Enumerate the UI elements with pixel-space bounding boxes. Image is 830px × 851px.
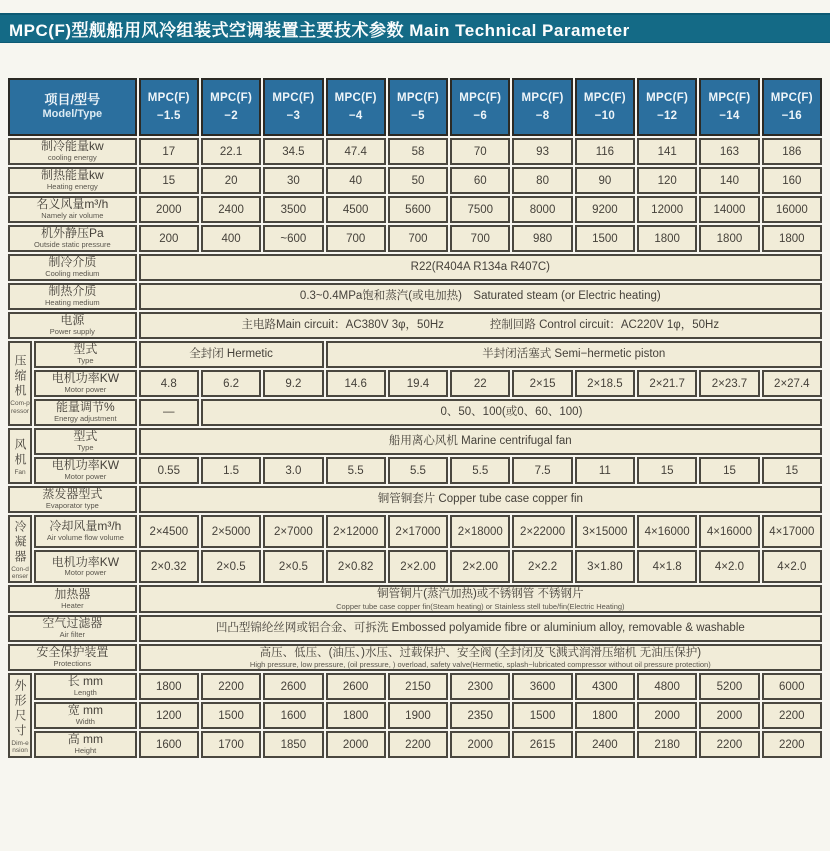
span-cell-line: High pressure, low pressure, (oil pressure, ) overload, safety valve(Hermetic, splash−lubricated compressor without oil pressure protection) — [249, 660, 711, 670]
value-cell: 2×17000 — [388, 515, 448, 548]
value-cell: 2×0.32 — [139, 550, 199, 583]
row-label-en: Outside static pressure — [33, 240, 111, 250]
value-cell: 4×2.0 — [762, 550, 822, 583]
row-label-en: Type — [77, 443, 94, 453]
value-cell: 2×22000 — [512, 515, 572, 548]
value-cell: 93 — [512, 138, 572, 165]
value-cell: 980 — [512, 225, 572, 252]
model-name: MPC(F) — [521, 91, 564, 104]
row-label-en: Evaporator type — [45, 501, 99, 511]
span-cell — [139, 283, 822, 310]
value-cell: 1500 — [201, 702, 261, 729]
value-cell: 1500 — [512, 702, 572, 729]
value-cell: 400 — [201, 225, 261, 252]
model-name: MPC(F) — [272, 91, 315, 104]
row-label — [8, 196, 137, 223]
value-cell: 2×0.5 — [263, 550, 323, 583]
value-cell: 4×1.8 — [637, 550, 697, 583]
value-cell: 2×2.00 — [450, 550, 510, 583]
row-label-en: Motor power — [64, 385, 107, 395]
span-cell — [139, 254, 822, 281]
value-cell: 1600 — [263, 702, 323, 729]
row-label-en: Length — [73, 688, 97, 698]
table-row — [8, 585, 822, 612]
model-name: MPC(F) — [459, 91, 502, 104]
value-cell: 2×0.82 — [326, 550, 386, 583]
row-label — [8, 167, 137, 194]
span-cell-line: 0.3~0.4MPa饱和蒸汽(或电加热) Saturated steam (or Electric heating) — [299, 290, 661, 303]
model-suffix: −5 — [411, 110, 425, 122]
row-label — [8, 225, 137, 252]
span-cell-line: R22(R404A R134a R407C) — [410, 261, 550, 274]
value-cell: 4800 — [637, 673, 697, 700]
value-cell: 7.5 — [512, 457, 572, 484]
table-row — [8, 254, 822, 281]
row-label-en: Air volume flow volume — [46, 533, 124, 543]
row-label-zh: 制热介质 — [48, 284, 97, 299]
value-cell: 2000 — [326, 731, 386, 758]
value-cell: 15 — [762, 457, 822, 484]
row-label — [34, 731, 137, 758]
value-cell: 2300 — [450, 673, 510, 700]
row-label — [34, 370, 137, 397]
span-cell-line: 铜管铜片(蒸汽加热)或不锈钢管 不锈钢片 — [377, 588, 584, 601]
row-label-en: Namely air volume — [41, 211, 104, 221]
row-label-en: Type — [77, 356, 94, 366]
model-suffix: −10 — [594, 110, 616, 122]
value-cell: 2600 — [326, 673, 386, 700]
row-label — [34, 457, 137, 484]
span-cell-line: 全封闭 Hermetic — [189, 348, 273, 361]
value-cell: 2600 — [263, 673, 323, 700]
section-label — [8, 515, 32, 583]
row-label-zh: 型式 — [73, 342, 98, 357]
row-label-zh: 高 mm — [67, 732, 104, 747]
table-row — [8, 702, 822, 729]
value-cell: 40 — [326, 167, 386, 194]
model-name: MPC(F) — [147, 91, 190, 104]
value-cell: 5.5 — [326, 457, 386, 484]
value-cell: 3×1.80 — [575, 550, 635, 583]
row-label-zh: 机外静压Pa — [40, 226, 104, 241]
model-suffix: −4 — [348, 110, 363, 122]
table-row — [8, 615, 822, 642]
value-cell: 4500 — [326, 196, 386, 223]
value-cell: 160 — [762, 167, 822, 194]
value-cell: 140 — [699, 167, 759, 194]
row-label-zh: 冷却风量m³/h — [49, 519, 122, 534]
value-cell: 14000 — [699, 196, 759, 223]
value-cell: 0.55 — [139, 457, 199, 484]
value-cell: 12000 — [637, 196, 697, 223]
span-cell-line: 半封闭活塞式 Semi−hermetic piston — [482, 348, 666, 361]
span-cell — [139, 644, 822, 671]
model-header-cell — [388, 78, 448, 136]
model-suffix: −16 — [781, 110, 803, 122]
value-cell: 2180 — [637, 731, 697, 758]
value-cell: 2×12000 — [326, 515, 386, 548]
value-cell: 15 — [139, 167, 199, 194]
value-cell: 11 — [575, 457, 635, 484]
value-cell: 120 — [637, 167, 697, 194]
table-row — [8, 370, 822, 397]
value-cell: 1700 — [201, 731, 261, 758]
row-label-zh: 制冷能量kw — [40, 139, 104, 154]
row-label-en: cooling energy — [47, 153, 97, 163]
value-cell: 700 — [450, 225, 510, 252]
table-head — [8, 78, 822, 136]
value-cell: 2150 — [388, 673, 448, 700]
row-label-en: Protections — [53, 658, 92, 668]
span-cell — [139, 615, 822, 642]
model-header-cell — [637, 78, 697, 136]
value-cell: ~600 — [263, 225, 323, 252]
value-cell: 116 — [575, 138, 635, 165]
table-row — [8, 457, 822, 484]
value-cell: 9200 — [575, 196, 635, 223]
model-header-cell — [699, 78, 759, 136]
span-cell — [139, 428, 822, 455]
value-cell: 20 — [201, 167, 261, 194]
value-cell: 2×27.4 — [762, 370, 822, 397]
table-row — [8, 341, 822, 368]
row-label-zh: 电源 — [60, 313, 85, 328]
table-row — [8, 428, 822, 455]
value-cell: 2615 — [512, 731, 572, 758]
table-row — [8, 312, 822, 339]
value-cell: 5600 — [388, 196, 448, 223]
row-label — [34, 428, 137, 455]
row-label — [34, 702, 137, 729]
value-cell: 15 — [637, 457, 697, 484]
value-cell: 2200 — [201, 673, 261, 700]
table-row — [8, 486, 822, 513]
value-cell: 1800 — [575, 702, 635, 729]
value-cell: 2400 — [201, 196, 261, 223]
section-label — [8, 428, 32, 484]
span-cell-line: 高压、低压、(油压、)水压、过载保护、安全阀 (全封闭及飞溅式润滑压缩机 无油压保护) — [259, 646, 702, 659]
row-label — [8, 254, 137, 281]
section-label — [8, 341, 32, 426]
model-name: MPC(F) — [770, 91, 813, 104]
value-cell: 1800 — [637, 225, 697, 252]
row-label-en: Motor power — [64, 568, 107, 578]
table-row — [8, 196, 822, 223]
span-cell — [139, 585, 822, 612]
value-cell: 2×21.7 — [637, 370, 697, 397]
span-cell-line: 船用离心风机 Marine centrifugal fan — [388, 435, 572, 448]
value-cell: 4×2.0 — [699, 550, 759, 583]
value-cell: 2×7000 — [263, 515, 323, 548]
value-cell: 1800 — [699, 225, 759, 252]
section-label-zh: 外形尺寸 — [13, 678, 28, 739]
section-label-zh: 风机 — [13, 437, 28, 468]
row-label-en: Height — [74, 746, 97, 756]
model-name: MPC(F) — [583, 91, 626, 104]
row-label — [34, 341, 137, 368]
value-cell: 34.5 — [263, 138, 323, 165]
row-label-zh: 电机功率KW — [51, 371, 120, 386]
value-cell: 4.8 — [139, 370, 199, 397]
value-cell: 2200 — [762, 731, 822, 758]
value-cell: 19.4 — [388, 370, 448, 397]
value-cell: 2200 — [762, 702, 822, 729]
value-cell: 2400 — [575, 731, 635, 758]
span-cell-line: Copper tube case copper fin(Steam heating) or Stainless stell tube/fin(Electric Heating) — [336, 601, 625, 611]
value-cell: 2×2.00 — [388, 550, 448, 583]
row-label-zh: 宽 mm — [67, 703, 104, 718]
page — [0, 13, 830, 760]
page-title: MPC(F)型舰船用风冷组装式空调装置主要技术参数 Main Technical Parameter — [9, 21, 630, 40]
section-label-en: Com-pressor — [10, 400, 30, 415]
value-cell: 1600 — [139, 731, 199, 758]
value-cell: 1200 — [139, 702, 199, 729]
row-label-en: Air filter — [59, 629, 86, 639]
value-cell: 186 — [762, 138, 822, 165]
span-cell-line: 0、50、100(或0、60、100) — [440, 406, 583, 419]
value-cell: 60 — [450, 167, 510, 194]
model-suffix: −2 — [224, 110, 238, 122]
row-label — [34, 399, 137, 426]
span-cell — [139, 341, 324, 368]
model-name: MPC(F) — [646, 91, 689, 104]
parameters-table — [6, 76, 824, 760]
table-row — [8, 731, 822, 758]
table-row — [8, 167, 822, 194]
span-cell — [139, 399, 199, 426]
row-label-zh: 名义风量m³/h — [36, 197, 109, 212]
row-label-en: Heater — [61, 600, 84, 610]
row-label-zh: 电机功率KW — [51, 554, 120, 569]
table-row — [8, 673, 822, 700]
value-cell: 700 — [388, 225, 448, 252]
table-row — [8, 644, 822, 671]
span-cell-line: 凹凸型锦纶丝网或铝合金、可拆洗 Embossed polyamide fibre or aluminium alloy, removable & washable — [215, 621, 745, 634]
row-label — [8, 283, 137, 310]
value-cell: 2×23.7 — [699, 370, 759, 397]
value-cell: 6000 — [762, 673, 822, 700]
model-name: MPC(F) — [396, 91, 439, 104]
value-cell: 200 — [139, 225, 199, 252]
value-cell: 2×4500 — [139, 515, 199, 548]
row-label-zh: 蒸发器型式 — [42, 487, 103, 502]
row-label-zh: 制冷介质 — [48, 255, 97, 270]
value-cell: 2×18.5 — [575, 370, 635, 397]
row-label-zh: 能量调节% — [56, 400, 115, 415]
model-header-cell — [263, 78, 323, 136]
span-cell-line: 主电路Main circuit：AC380V 3φ，50Hz 控制回路 Control circuit：AC220V 1φ，50Hz — [241, 319, 720, 332]
value-cell: 58 — [388, 138, 448, 165]
header-row — [8, 78, 822, 136]
value-cell: 14.6 — [326, 370, 386, 397]
value-cell: 3600 — [512, 673, 572, 700]
table-row — [8, 283, 822, 310]
value-cell: 7500 — [450, 196, 510, 223]
model-header-cell — [326, 78, 386, 136]
row-label-en: Heating medium — [45, 298, 100, 308]
value-cell: 4×16000 — [699, 515, 759, 548]
value-cell: 4300 — [575, 673, 635, 700]
value-cell: 4×16000 — [637, 515, 697, 548]
model-suffix: −14 — [719, 110, 740, 122]
model-header-cell — [201, 78, 261, 136]
value-cell: 80 — [512, 167, 572, 194]
value-cell: 1850 — [263, 731, 323, 758]
value-cell: 2×18000 — [450, 515, 510, 548]
row-label-en: Cooling medium — [45, 269, 100, 279]
value-cell: 163 — [699, 138, 759, 165]
row-label — [8, 644, 137, 671]
row-label-zh: 空气过滤器 — [42, 615, 103, 630]
value-cell: 3.0 — [263, 457, 323, 484]
value-cell: 2200 — [699, 731, 759, 758]
model-header-cell — [139, 78, 199, 136]
span-cell-line: — — [163, 406, 175, 419]
section-label-zh: 压缩机 — [13, 354, 28, 400]
value-cell: 2000 — [450, 731, 510, 758]
value-cell: 22 — [450, 370, 510, 397]
row-label — [8, 312, 137, 339]
section-label — [8, 673, 32, 758]
row-label-en: Energy adjustment — [54, 414, 117, 424]
model-header-cell — [575, 78, 635, 136]
row-label — [34, 550, 137, 583]
row-label — [34, 515, 137, 548]
value-cell: 3500 — [263, 196, 323, 223]
value-cell: 141 — [637, 138, 697, 165]
row-label — [8, 486, 137, 513]
value-cell: 2000 — [139, 196, 199, 223]
table-body — [8, 138, 822, 758]
value-cell: 9.2 — [263, 370, 323, 397]
table-row — [8, 515, 822, 548]
value-cell: 2200 — [388, 731, 448, 758]
section-label-en: Con-denser — [11, 566, 29, 581]
model-name: MPC(F) — [210, 91, 253, 104]
value-cell: 70 — [450, 138, 510, 165]
row-label — [8, 585, 137, 612]
row-label-zh: 长 mm — [67, 674, 104, 689]
span-cell — [201, 399, 822, 426]
value-cell: 1.5 — [201, 457, 261, 484]
value-cell: 4×17000 — [762, 515, 822, 548]
table-row — [8, 550, 822, 583]
value-cell: 2×2.2 — [512, 550, 572, 583]
value-cell: 30 — [263, 167, 323, 194]
model-header-cell — [512, 78, 572, 136]
value-cell: 700 — [326, 225, 386, 252]
row-label-zh: 安全保护装置 — [36, 645, 109, 660]
value-cell: 15 — [699, 457, 759, 484]
row-label-en: Width — [75, 717, 95, 727]
span-cell — [139, 312, 822, 339]
model-suffix: −8 — [535, 110, 550, 122]
value-cell: 2000 — [637, 702, 697, 729]
row-label-zh: 制热能量kw — [40, 168, 104, 183]
value-cell: 2350 — [450, 702, 510, 729]
value-cell: 5.5 — [450, 457, 510, 484]
value-cell: 2×5000 — [201, 515, 261, 548]
value-cell: 22.1 — [201, 138, 261, 165]
row-label — [34, 673, 137, 700]
value-cell: 5.5 — [388, 457, 448, 484]
model-name: MPC(F) — [334, 91, 377, 104]
header-label-cell — [8, 78, 137, 136]
header-label-en: Model/Type — [42, 108, 103, 121]
value-cell: 17 — [139, 138, 199, 165]
value-cell: 8000 — [512, 196, 572, 223]
value-cell: 2×0.5 — [201, 550, 261, 583]
row-label-en: Power supply — [49, 327, 95, 337]
value-cell: 2000 — [699, 702, 759, 729]
row-label-zh: 型式 — [73, 429, 98, 444]
table-row — [8, 399, 822, 426]
row-label-en: Motor power — [64, 472, 107, 482]
title-bar — [0, 13, 830, 43]
table-row — [8, 225, 822, 252]
table-row — [8, 138, 822, 165]
model-header-cell — [450, 78, 510, 136]
row-label-zh: 电机功率KW — [51, 458, 120, 473]
model-suffix: −12 — [656, 110, 678, 122]
value-cell: 1800 — [326, 702, 386, 729]
row-label — [8, 615, 137, 642]
model-suffix: −6 — [473, 110, 488, 122]
span-cell — [326, 341, 822, 368]
value-cell: 6.2 — [201, 370, 261, 397]
value-cell: 1800 — [139, 673, 199, 700]
value-cell: 3×15000 — [575, 515, 635, 548]
model-name: MPC(F) — [708, 91, 751, 104]
value-cell: 90 — [575, 167, 635, 194]
value-cell: 1500 — [575, 225, 635, 252]
section-label-en: Fan — [14, 468, 26, 476]
span-cell — [139, 486, 822, 513]
value-cell: 5200 — [699, 673, 759, 700]
row-label — [8, 138, 137, 165]
row-label-en: Heating energy — [46, 182, 98, 192]
value-cell: 16000 — [762, 196, 822, 223]
model-header-cell — [762, 78, 822, 136]
value-cell: 47.4 — [326, 138, 386, 165]
section-label-zh: 冷凝器 — [13, 520, 28, 565]
value-cell: 50 — [388, 167, 448, 194]
row-label-zh: 加热器 — [54, 586, 91, 601]
value-cell: 1900 — [388, 702, 448, 729]
value-cell: 2×15 — [512, 370, 572, 397]
header-label-zh: 项目/型号 — [44, 92, 101, 108]
value-cell: 1800 — [762, 225, 822, 252]
model-suffix: −1.5 — [156, 110, 181, 122]
section-label-en: Dim-ension — [11, 739, 29, 755]
model-suffix: −3 — [286, 110, 301, 122]
span-cell-line: 铜管铜套片 Copper tube case copper fin — [377, 493, 583, 506]
